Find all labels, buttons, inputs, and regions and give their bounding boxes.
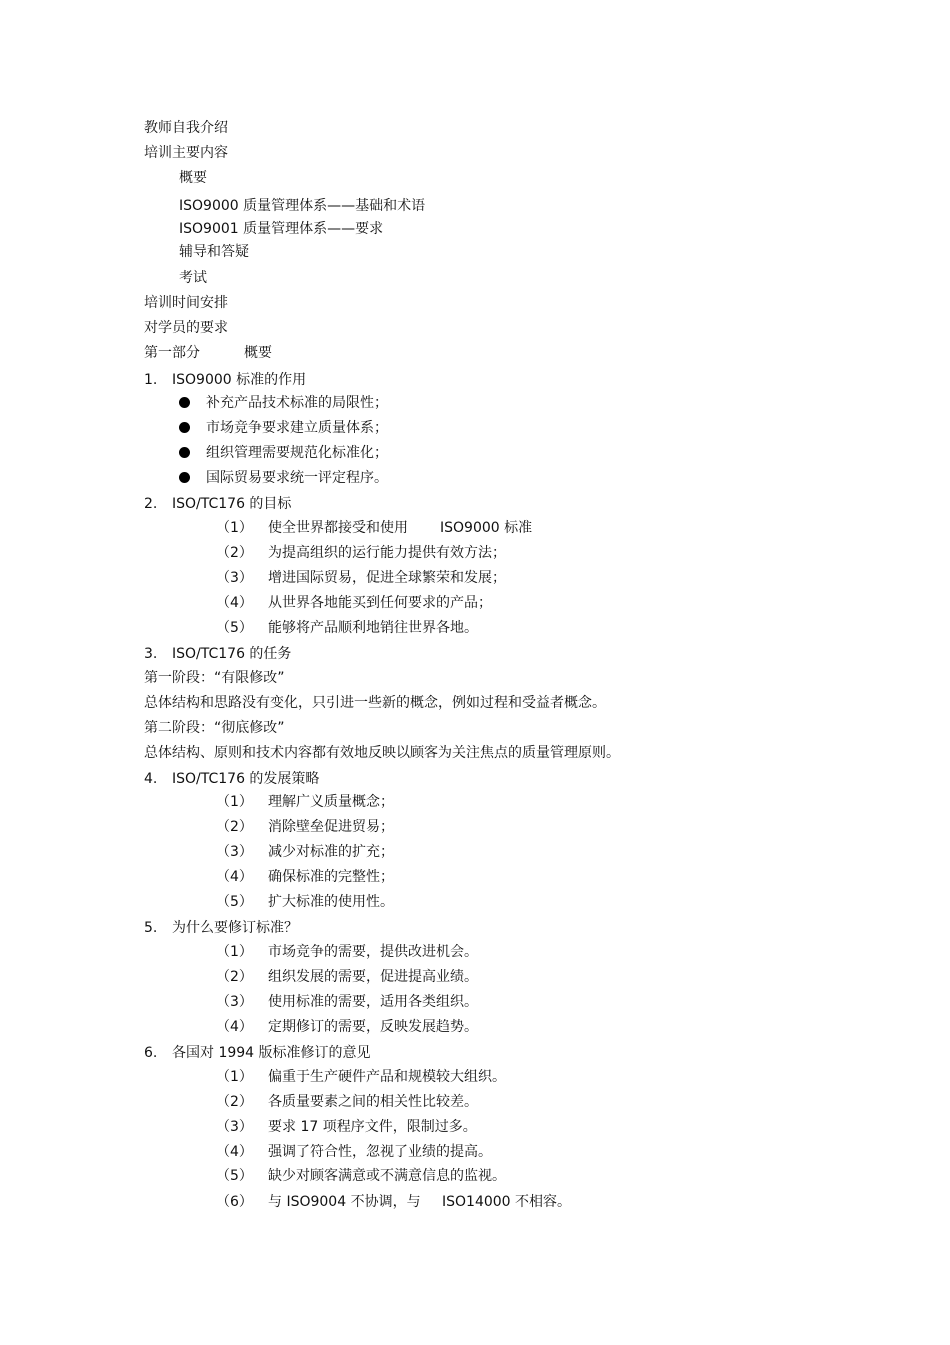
- section-4-item-number: （5）: [216, 894, 253, 910]
- section-5-item-text: 市场竞争的需要，提供改进机会。: [268, 944, 478, 960]
- section-6-item-number: （3）: [216, 1119, 253, 1135]
- bullet-icon: [179, 447, 190, 458]
- line-exam: 考试: [179, 270, 207, 286]
- section-5-item-number: （4）: [216, 1019, 253, 1035]
- section-3-stage-2-text: 总体结构、原则和技术内容都有效地反映以顾客为关注焦点的质量管理原则。: [144, 745, 620, 761]
- section-3-title: ISO/TC176 的任务: [172, 646, 292, 662]
- section-5-item-number: （1）: [216, 944, 253, 960]
- line-training-content: 培训主要内容: [144, 145, 228, 161]
- bullet-icon: [179, 422, 190, 433]
- section-1-item: 补充产品技术标准的局限性；: [206, 395, 388, 411]
- section-4-item-text: 消除壁垒促进贸易；: [268, 819, 394, 835]
- line-teacher-intro: 教师自我介绍: [144, 120, 228, 136]
- section-5-number: 5.: [144, 920, 158, 936]
- section-2-item-text: 能够将产品顺利地销往世界各地。: [268, 620, 478, 636]
- section-2-number: 2.: [144, 496, 158, 512]
- section-2-item-number: （5）: [216, 620, 253, 636]
- section-2-item-number: （1）: [216, 520, 253, 536]
- bullet-icon: [179, 472, 190, 483]
- section-6-number: 6.: [144, 1045, 158, 1061]
- section-4-item-number: （1）: [216, 794, 253, 810]
- section-5-item-number: （3）: [216, 994, 253, 1010]
- section-6-item-number: （6）: [216, 1194, 253, 1210]
- section-2-item-number: （4）: [216, 595, 253, 611]
- line-tutoring: 辅导和答疑: [179, 244, 249, 260]
- section-6-item-text: 与 ISO9004 不协调，与: [268, 1194, 421, 1210]
- section-1-number: 1.: [144, 372, 158, 388]
- section-6-item-text: 要求 17 项程序文件，限制过多。: [268, 1119, 477, 1135]
- section-6-item-number: （2）: [216, 1094, 253, 1110]
- section-5-item-text: 使用标准的需要，适用各类组织。: [268, 994, 478, 1010]
- section-5-title: 为什么要修订标准？: [172, 920, 298, 936]
- section-2-item-text: 从世界各地能买到任何要求的产品；: [268, 595, 492, 611]
- section-2-item-text: 为提高组织的运行能力提供有效方法；: [268, 545, 506, 561]
- section-1-item: 国际贸易要求统一评定程序。: [206, 470, 388, 486]
- section-4-title: ISO/TC176 的发展策略: [172, 771, 320, 787]
- section-2-item-text: 增进国际贸易，促进全球繁荣和发展；: [268, 570, 506, 586]
- section-2-item-text: 使全世界都接受和使用: [268, 520, 408, 536]
- section-4-number: 4.: [144, 771, 158, 787]
- line-schedule: 培训时间安排: [144, 295, 228, 311]
- section-1-item: 组织管理需要规范化标准化；: [206, 445, 388, 461]
- line-requirements: 对学员的要求: [144, 320, 228, 336]
- section-5-item-text: 组织发展的需要，促进提高业绩。: [268, 969, 478, 985]
- section-2-title: ISO/TC176 的目标: [172, 496, 292, 512]
- section-5-item-number: （2）: [216, 969, 253, 985]
- section-6-title: 各国对 1994 版标准修订的意见: [172, 1045, 371, 1061]
- section-4-item-text: 扩大标准的使用性。: [268, 894, 394, 910]
- section-4-item-number: （4）: [216, 869, 253, 885]
- section-1-title: ISO9000 标准的作用: [172, 372, 307, 388]
- section-4-item-text: 减少对标准的扩充；: [268, 844, 394, 860]
- section-6-item-text: 强调了符合性，忽视了业绩的提高。: [268, 1144, 492, 1160]
- section-2-item-number: （2）: [216, 545, 253, 561]
- section-4-item-text: 确保标准的完整性；: [268, 869, 394, 885]
- line-iso9000: ISO9000 质量管理体系——基础和术语: [179, 198, 426, 214]
- section-3-stage-2: 第二阶段：“彻底修改”: [144, 720, 285, 736]
- section-6-item-number: （4）: [216, 1144, 253, 1160]
- section-6-item-number: （1）: [216, 1069, 253, 1085]
- section-6-item-text: 偏重于生产硬件产品和规模较大组织。: [268, 1069, 506, 1085]
- section-3-stage-1-text: 总体结构和思路没有变化，只引进一些新的概念，例如过程和受益者概念。: [144, 695, 606, 711]
- line-iso9001: ISO9001 质量管理体系——要求: [179, 221, 384, 237]
- section-2-item-number: （3）: [216, 570, 253, 586]
- section-3-number: 3.: [144, 646, 158, 662]
- section-6-item-text: 缺少对顾客满意或不满意信息的监视。: [268, 1168, 506, 1184]
- section-6-item-text: 各质量要素之间的相关性比较差。: [268, 1094, 478, 1110]
- line-overview: 概要: [179, 170, 207, 186]
- section-4-item-text: 理解广义质量概念；: [268, 794, 394, 810]
- section-5-item-text: 定期修订的需要，反映发展趋势。: [268, 1019, 478, 1035]
- section-1-item: 市场竞争要求建立质量体系；: [206, 420, 388, 436]
- bullet-icon: [179, 397, 190, 408]
- section-6-item-text-cont: ISO14000 不相容。: [442, 1194, 572, 1210]
- section-3-stage-1: 第一阶段：“有限修改”: [144, 670, 285, 686]
- section-4-item-number: （3）: [216, 844, 253, 860]
- section-6-item-number: （5）: [216, 1168, 253, 1184]
- section-4-item-number: （2）: [216, 819, 253, 835]
- part-title: 概要: [244, 345, 272, 361]
- section-2-item-text-cont: ISO9000 标准: [440, 520, 533, 536]
- part-label: 第一部分: [144, 345, 200, 361]
